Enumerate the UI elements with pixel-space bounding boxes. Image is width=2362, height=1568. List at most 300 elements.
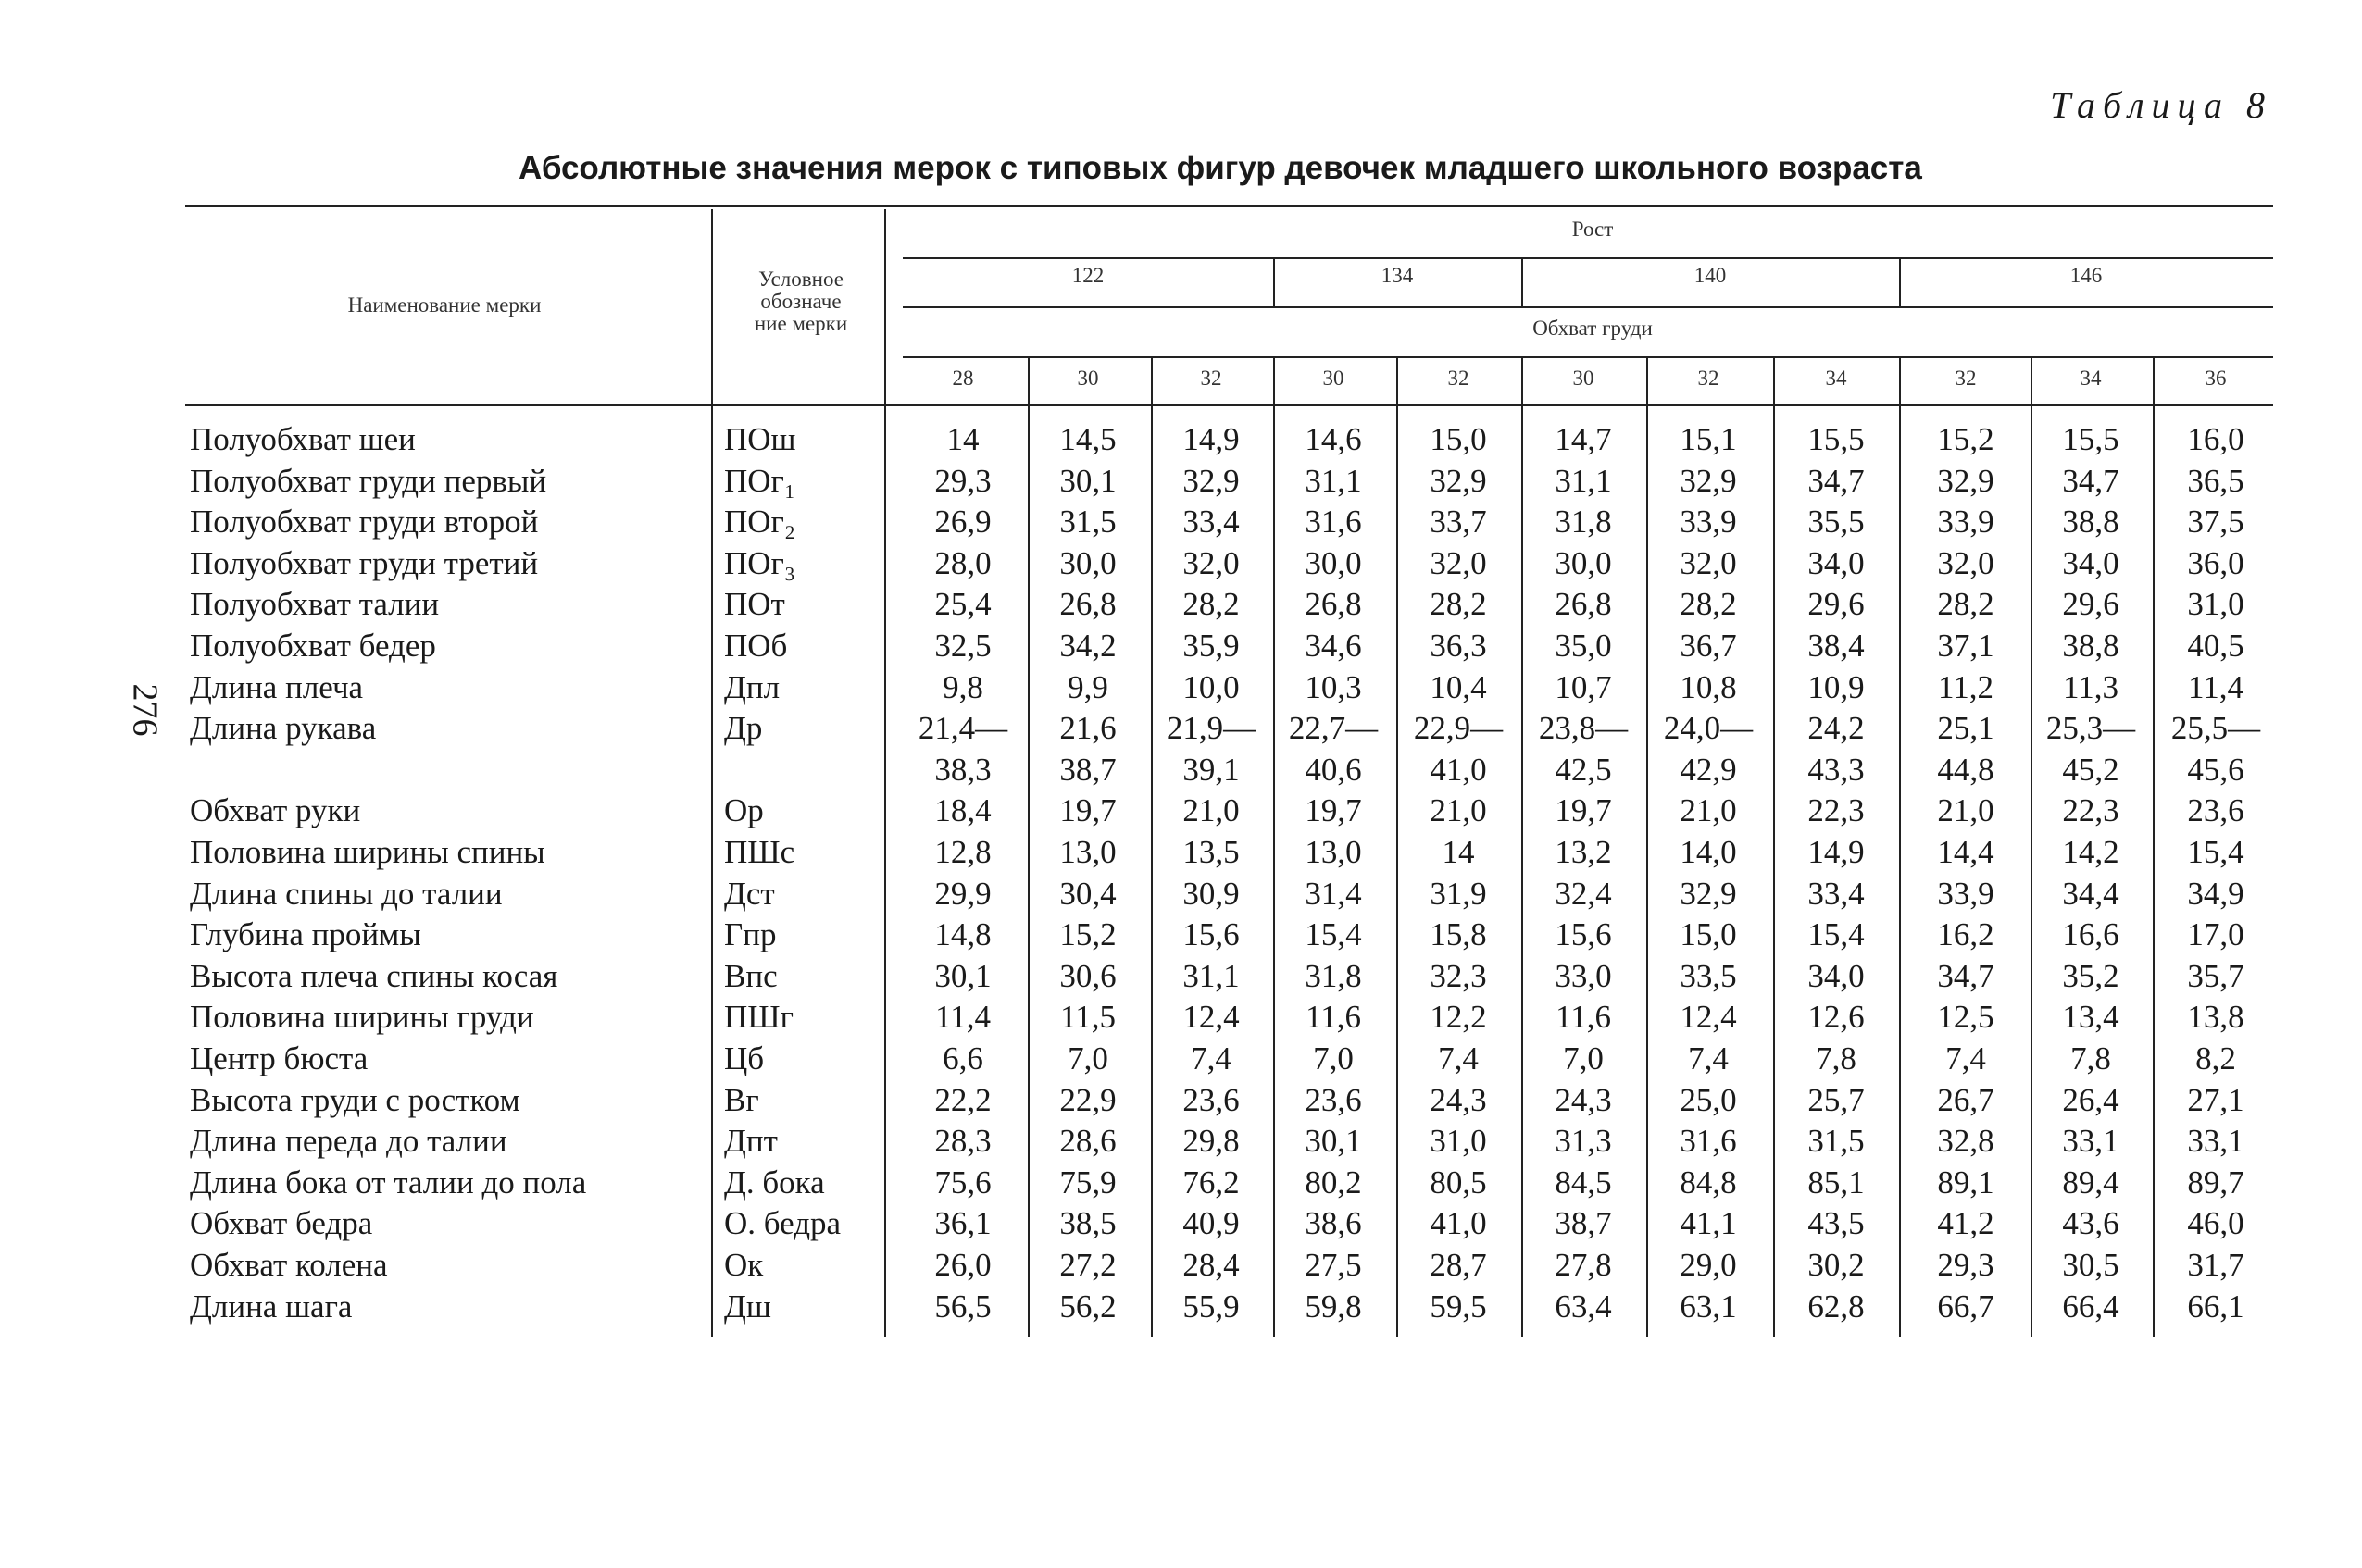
table-cell: 55,9 [1182,1288,1240,1325]
table-cell: 24,2 [1807,710,1865,746]
measure-name: Высота груди с ростком [190,1082,520,1118]
table-cell: 25,0 [1680,1082,1737,1118]
measure-abbreviation: О. бедра [724,1205,842,1241]
table-cell: 32,9 [1937,463,1994,499]
table-cell: 12,2 [1430,999,1487,1035]
table-cell: 33,9 [1937,876,1994,912]
measure-name: Длина шага [190,1288,353,1325]
chest-label-rule-top [903,306,2273,308]
table-cell: 35,5 [1807,504,1865,540]
table-cell: 30,0 [1555,545,1612,581]
table-cell: 17,0 [2187,916,2244,952]
table-cell: 30,5 [2062,1247,2119,1283]
header-chest-8: 34 [1825,367,1847,390]
table-cell: 21,6 [1059,710,1117,746]
table-cell: 38,7 [1059,752,1117,788]
table-cell: 80,2 [1305,1164,1362,1201]
header-bottom-rule [185,404,2273,406]
table-cell: 15,2 [1937,421,1994,457]
table-cell: 38,8 [2062,504,2119,540]
data-column-separator [1646,358,1648,1337]
table-cell: 7,0 [1068,1040,1108,1076]
measure-name: Высота плеча спины косая [190,958,558,994]
table-cell: 34,4 [2062,876,2119,912]
data-column-separator [2153,358,2155,1337]
table-cell: 13,2 [1555,834,1612,870]
table-cell: 11,3 [2063,669,2118,705]
table-cell: 9,9 [1068,669,1108,705]
header-height-label: Рост [1571,218,1614,241]
table-cell: 12,4 [1182,999,1240,1035]
table-cell: 13,0 [1305,834,1362,870]
table-cell: 89,4 [2062,1164,2119,1201]
table-cell: 31,5 [1807,1123,1865,1159]
table-cell: 30,1 [934,958,992,994]
table-cell: 29,6 [1807,586,1865,622]
table-cell: 15,5 [2062,421,2119,457]
table-cell: 7,0 [1313,1040,1354,1076]
table-cell: 41,1 [1680,1205,1737,1241]
table-cell: 12,6 [1807,999,1865,1035]
data-column-separator [1521,358,1523,1337]
table-cell: 36,1 [934,1205,992,1241]
table-cell: 10,0 [1182,669,1240,705]
table-cell: 32,9 [1680,463,1737,499]
table-cell: 30,1 [1305,1123,1362,1159]
measure-abbreviation: ПШс [724,834,795,870]
table-cell: 14,7 [1555,421,1612,457]
table-cell: 32,9 [1430,463,1487,499]
table-cell: 27,2 [1059,1247,1117,1283]
table-cell: 25,7 [1807,1082,1865,1118]
table-cell: 56,2 [1059,1288,1117,1325]
table-cell: 28,2 [1182,586,1240,622]
measure-name: Длина переда до талии [190,1123,507,1159]
abbr-column-separator [884,209,886,1337]
table-cell: 26,0 [934,1247,992,1283]
measure-name: Обхват бедра [190,1205,373,1241]
measure-abbreviation: Дш [724,1288,771,1325]
header-chest-11: 36 [2205,367,2227,390]
measure-name: Глубина проймы [190,916,421,952]
height-group-separator [1521,259,1523,307]
table-cell: 14,0 [1680,834,1737,870]
table-cell: 11,6 [1556,999,1611,1035]
header-abbr-line-2: обозначе [760,290,842,313]
measure-abbreviation: ПОг₁ [724,463,796,499]
table-cell: 14,8 [934,916,992,952]
table-cell: 15,4 [2187,834,2244,870]
measure-abbreviation: Цб [724,1040,765,1076]
table-cell: 29,6 [2062,586,2119,622]
table-cell: 15,6 [1555,916,1612,952]
table-cell: 30,2 [1807,1247,1865,1283]
height-group-separator [1899,259,1901,307]
table-cell: 30,6 [1059,958,1117,994]
table-cell: 21,0 [1937,792,1994,828]
table-cell: 31,8 [1555,504,1612,540]
table-cell: 89,1 [1937,1164,1994,1201]
table-cell: 10,9 [1807,669,1865,705]
measure-abbreviation: ПОг₃ [724,545,796,581]
table-cell: 45,6 [2187,752,2244,788]
table-cell: 63,1 [1680,1288,1737,1325]
table-cell: 33,1 [2062,1123,2119,1159]
table-cell: 33,4 [1182,504,1240,540]
table-cell: 15,2 [1059,916,1117,952]
table-cell: 32,9 [1680,876,1737,912]
table-cell: 11,4 [2188,669,2243,705]
table-cell: 45,2 [2062,752,2119,788]
table-cell: 22,9— [1413,710,1504,746]
table-cell: 21,0 [1182,792,1240,828]
table-cell: 26,8 [1305,586,1362,622]
table-cell: 36,3 [1430,628,1487,664]
data-column-separator [1273,358,1275,1337]
table-cell: 10,4 [1430,669,1487,705]
measure-abbreviation: Гпр [724,916,777,952]
data-column-separator [2031,358,2032,1337]
measure-name: Полуобхват бедер [190,628,436,664]
table-cell: 32,5 [934,628,992,664]
table-cell: 44,8 [1937,752,1994,788]
table-cell: 28,6 [1059,1123,1117,1159]
header-name-column: Наименование мерки [347,293,542,317]
table-cell: 7,4 [1191,1040,1231,1076]
measure-name: Обхват колена [190,1247,388,1283]
table-cell: 25,4 [934,586,992,622]
table-cell: 66,7 [1937,1288,1994,1325]
table-cell: 31,0 [1430,1123,1487,1159]
table-cell: 19,7 [1555,792,1612,828]
table-cell: 38,5 [1059,1205,1117,1241]
table-cell: 41,0 [1430,1205,1487,1241]
table-cell: 25,3— [2045,710,2136,746]
header-height-3: 140 [1693,264,1727,287]
table-cell: 29,8 [1182,1123,1240,1159]
table-cell: 41,0 [1430,752,1487,788]
table-cell: 26,9 [934,504,992,540]
header-chest-5: 32 [1447,367,1469,390]
table-cell: 6,6 [943,1040,983,1076]
table-cell: 36,5 [2187,463,2244,499]
data-column-separator [1151,358,1153,1337]
table-cell: 30,0 [1305,545,1362,581]
table-cell: 34,7 [2062,463,2119,499]
measure-name: Длина спины до талии [190,876,503,912]
measure-name: Половина ширины спины [190,834,545,870]
table-cell: 84,8 [1680,1164,1737,1201]
table-cell: 7,8 [2070,1040,2111,1076]
measure-name: Обхват руки [190,792,361,828]
measure-abbreviation: Дст [724,876,775,912]
table-cell: 13,5 [1182,834,1240,870]
data-column-separator [1028,358,1030,1337]
table-cell: 9,8 [943,669,983,705]
table-label: Таблица 8 [2050,84,2272,126]
table-cell: 15,4 [1305,916,1362,952]
header-chest-label: Обхват груди [1532,317,1653,340]
table-cell: 22,7— [1288,710,1379,746]
table-cell: 40,9 [1182,1205,1240,1241]
table-cell: 32,9 [1182,463,1240,499]
table-cell: 28,2 [1430,586,1487,622]
table-cell: 37,1 [1937,628,1994,664]
table-cell: 30,0 [1059,545,1117,581]
table-cell: 36,0 [2187,545,2244,581]
header-chest-7: 32 [1697,367,1719,390]
table-cell: 59,8 [1305,1288,1362,1325]
measure-name: Длина рукава [190,710,377,746]
table-cell: 11,6 [1306,999,1361,1035]
table-cell: 15,0 [1430,421,1487,457]
table-cell: 13,4 [2062,999,2119,1035]
measure-name: Полуобхват груди второй [190,504,539,540]
measure-name: Полуобхват груди первый [190,463,547,499]
table-cell: 8,2 [2195,1040,2236,1076]
table-cell: 23,6 [1305,1082,1362,1118]
table-cell: 22,3 [2062,792,2119,828]
table-cell: 46,0 [2187,1205,2244,1241]
name-column-separator [711,209,713,1337]
header-chest-9: 32 [1955,367,1977,390]
table-cell: 32,0 [1680,545,1737,581]
table-cell: 29,0 [1680,1247,1737,1283]
table-cell: 19,7 [1059,792,1117,828]
measure-name: Полуобхват шеи [190,421,416,457]
table-cell: 27,5 [1305,1247,1362,1283]
table-cell: 10,7 [1555,669,1612,705]
table-cell: 25,1 [1937,710,1994,746]
table-cell: 29,9 [934,876,992,912]
measure-abbreviation: Др [724,710,763,746]
table-cell: 33,4 [1807,876,1865,912]
header-chest-2: 30 [1077,367,1099,390]
table-cell: 28,7 [1430,1247,1487,1283]
header-abbr-line-3: ние мерки [754,312,848,335]
table-cell: 13,8 [2187,999,2244,1035]
table-cell: 21,4— [918,710,1008,746]
table-cell: 11,2 [1938,669,1993,705]
table-cell: 31,6 [1680,1123,1737,1159]
table-cell: 21,0 [1430,792,1487,828]
table-cell: 40,6 [1305,752,1362,788]
table-cell: 35,2 [2062,958,2119,994]
table-cell: 14,5 [1059,421,1117,457]
measure-name: Длина плеча [190,669,364,705]
table-cell: 33,9 [1680,504,1737,540]
table-cell: 30,1 [1059,463,1117,499]
table-cell: 7,4 [1438,1040,1479,1076]
table-cell: 11,4 [935,999,991,1035]
table-cell: 22,9 [1059,1082,1117,1118]
measure-abbreviation: ПОб [724,628,788,664]
table-cell: 26,8 [1059,586,1117,622]
header-height-4: 146 [2069,264,2103,287]
table-cell: 23,6 [1182,1082,1240,1118]
table-cell: 15,4 [1807,916,1865,952]
measure-abbreviation: Дпт [724,1123,778,1159]
table-cell: 7,4 [1688,1040,1729,1076]
data-column-separator [1396,358,1398,1337]
table-cell: 13,0 [1059,834,1117,870]
table-cell: 34,7 [1937,958,1994,994]
table-cell: 10,8 [1680,669,1737,705]
table-cell: 34,7 [1807,463,1865,499]
table-cell: 23,8— [1538,710,1629,746]
table-cell: 76,2 [1182,1164,1240,1201]
table-cell: 30,9 [1182,876,1240,912]
measure-abbreviation: ПОг₂ [724,504,796,540]
table-cell: 21,0 [1680,792,1737,828]
table-cell: 11,5 [1060,999,1116,1035]
table-cell: 75,9 [1059,1164,1117,1201]
table-cell: 7,4 [1945,1040,1986,1076]
table-cell: 19,7 [1305,792,1362,828]
data-column-separator [1899,358,1901,1337]
table-cell: 14 [1442,834,1475,870]
header-height-1: 122 [1071,264,1105,287]
measure-name: Полуобхват груди третий [190,545,539,581]
table-cell: 33,0 [1555,958,1612,994]
table-cell: 33,5 [1680,958,1737,994]
measure-abbreviation: Вг [724,1082,759,1118]
measure-abbreviation: Д. бока [724,1164,825,1201]
height-group-separator [1273,259,1275,307]
table-cell: 28,4 [1182,1247,1240,1283]
table-cell: 32,0 [1430,545,1487,581]
measure-abbreviation: ПОш [724,421,796,457]
measure-abbreviation: ПШг [724,999,794,1035]
height-group-rule [903,257,2273,259]
table-cell: 39,1 [1182,752,1240,788]
table-cell: 30,4 [1059,876,1117,912]
table-cell: 15,1 [1680,421,1737,457]
header-chest-10: 34 [2080,367,2102,390]
table-cell: 14,9 [1182,421,1240,457]
measure-name: Длина бока от талии до пола [190,1164,587,1201]
table-cell: 36,7 [1680,628,1737,664]
table-cell: 35,0 [1555,628,1612,664]
data-column-separator [1773,358,1775,1337]
table-cell: 63,4 [1555,1288,1612,1325]
table-cell: 15,6 [1182,916,1240,952]
table-cell: 25,5— [2170,710,2261,746]
table-cell: 14 [946,421,980,457]
header-abbr-line-1: Условное [758,268,844,291]
table-cell: 43,5 [1807,1205,1865,1241]
table-cell: 35,7 [2187,958,2244,994]
table-cell: 34,0 [2062,545,2119,581]
table-cell: 43,3 [1807,752,1865,788]
table-cell: 27,1 [2187,1082,2244,1118]
table-cell: 32,4 [1555,876,1612,912]
measure-abbreviation: Дпл [724,669,781,705]
table-cell: 26,7 [1937,1082,1994,1118]
table-cell: 41,2 [1937,1205,1994,1241]
table-cell: 24,0— [1663,710,1754,746]
table-cell: 31,7 [2187,1247,2244,1283]
table-cell: 22,2 [934,1082,992,1118]
table-cell: 34,0 [1807,958,1865,994]
table-cell: 38,8 [2062,628,2119,664]
table-cell: 31,8 [1305,958,1362,994]
table-cell: 66,1 [2187,1288,2244,1325]
table-cell: 16,6 [2062,916,2119,952]
table-cell: 12,5 [1937,999,1994,1035]
table-cell: 34,9 [2187,876,2244,912]
measure-abbreviation: Ок [724,1247,764,1283]
table-cell: 23,6 [2187,792,2244,828]
table-cell: 34,6 [1305,628,1362,664]
table-cell: 34,0 [1807,545,1865,581]
table-cell: 15,8 [1430,916,1487,952]
table-cell: 31,9 [1430,876,1487,912]
table-cell: 38,4 [1807,628,1865,664]
table-cell: 35,9 [1182,628,1240,664]
table-cell: 31,0 [2187,586,2244,622]
measure-abbreviation: Ор [724,792,764,828]
table-cell: 38,3 [934,752,992,788]
table-cell: 31,1 [1555,463,1612,499]
table-cell: 18,4 [934,792,992,828]
table-cell: 31,4 [1305,876,1362,912]
page-number: 276 [125,683,165,737]
measure-name: Половина ширины груди [190,999,534,1035]
table-cell: 31,6 [1305,504,1362,540]
table-cell: 33,7 [1430,504,1487,540]
table-cell: 28,0 [934,545,992,581]
table-cell: 21,9— [1166,710,1256,746]
table-cell: 43,6 [2062,1205,2119,1241]
table-cell: 15,0 [1680,916,1737,952]
table-cell: 56,5 [934,1288,992,1325]
chest-values-rule-top [903,356,2273,358]
table-title: Абсолютные значения мерок с типовых фигур девочек младшего школьного возраста [519,150,1922,186]
table-cell: 14,2 [2062,834,2119,870]
table-cell: 15,5 [1807,421,1865,457]
header-height-2: 134 [1381,264,1414,287]
table-cell: 24,3 [1430,1082,1487,1118]
table-cell: 34,2 [1059,628,1117,664]
table-cell: 33,9 [1937,504,1994,540]
table-cell: 89,7 [2187,1164,2244,1201]
table-cell: 16,0 [2187,421,2244,457]
table-cell: 10,3 [1305,669,1362,705]
table-cell: 31,3 [1555,1123,1612,1159]
table-cell: 80,5 [1430,1164,1487,1201]
table-cell: 32,3 [1430,958,1487,994]
table-cell: 32,0 [1182,545,1240,581]
table-cell: 14,4 [1937,834,1994,870]
table-cell: 12,4 [1680,999,1737,1035]
table-cell: 66,4 [2062,1288,2119,1325]
table-cell: 12,8 [934,834,992,870]
table-cell: 38,6 [1305,1205,1362,1241]
table-cell: 32,0 [1937,545,1994,581]
table-cell: 22,3 [1807,792,1865,828]
table-cell: 26,8 [1555,586,1612,622]
measure-abbreviation: ПОт [724,586,785,622]
table-cell: 31,1 [1182,958,1240,994]
table-cell: 37,5 [2187,504,2244,540]
table-cell: 32,8 [1937,1123,1994,1159]
table-cell: 42,9 [1680,752,1737,788]
table-cell: 28,2 [1680,586,1737,622]
table-cell: 7,8 [1816,1040,1856,1076]
table-cell: 33,1 [2187,1123,2244,1159]
table-cell: 75,6 [934,1164,992,1201]
